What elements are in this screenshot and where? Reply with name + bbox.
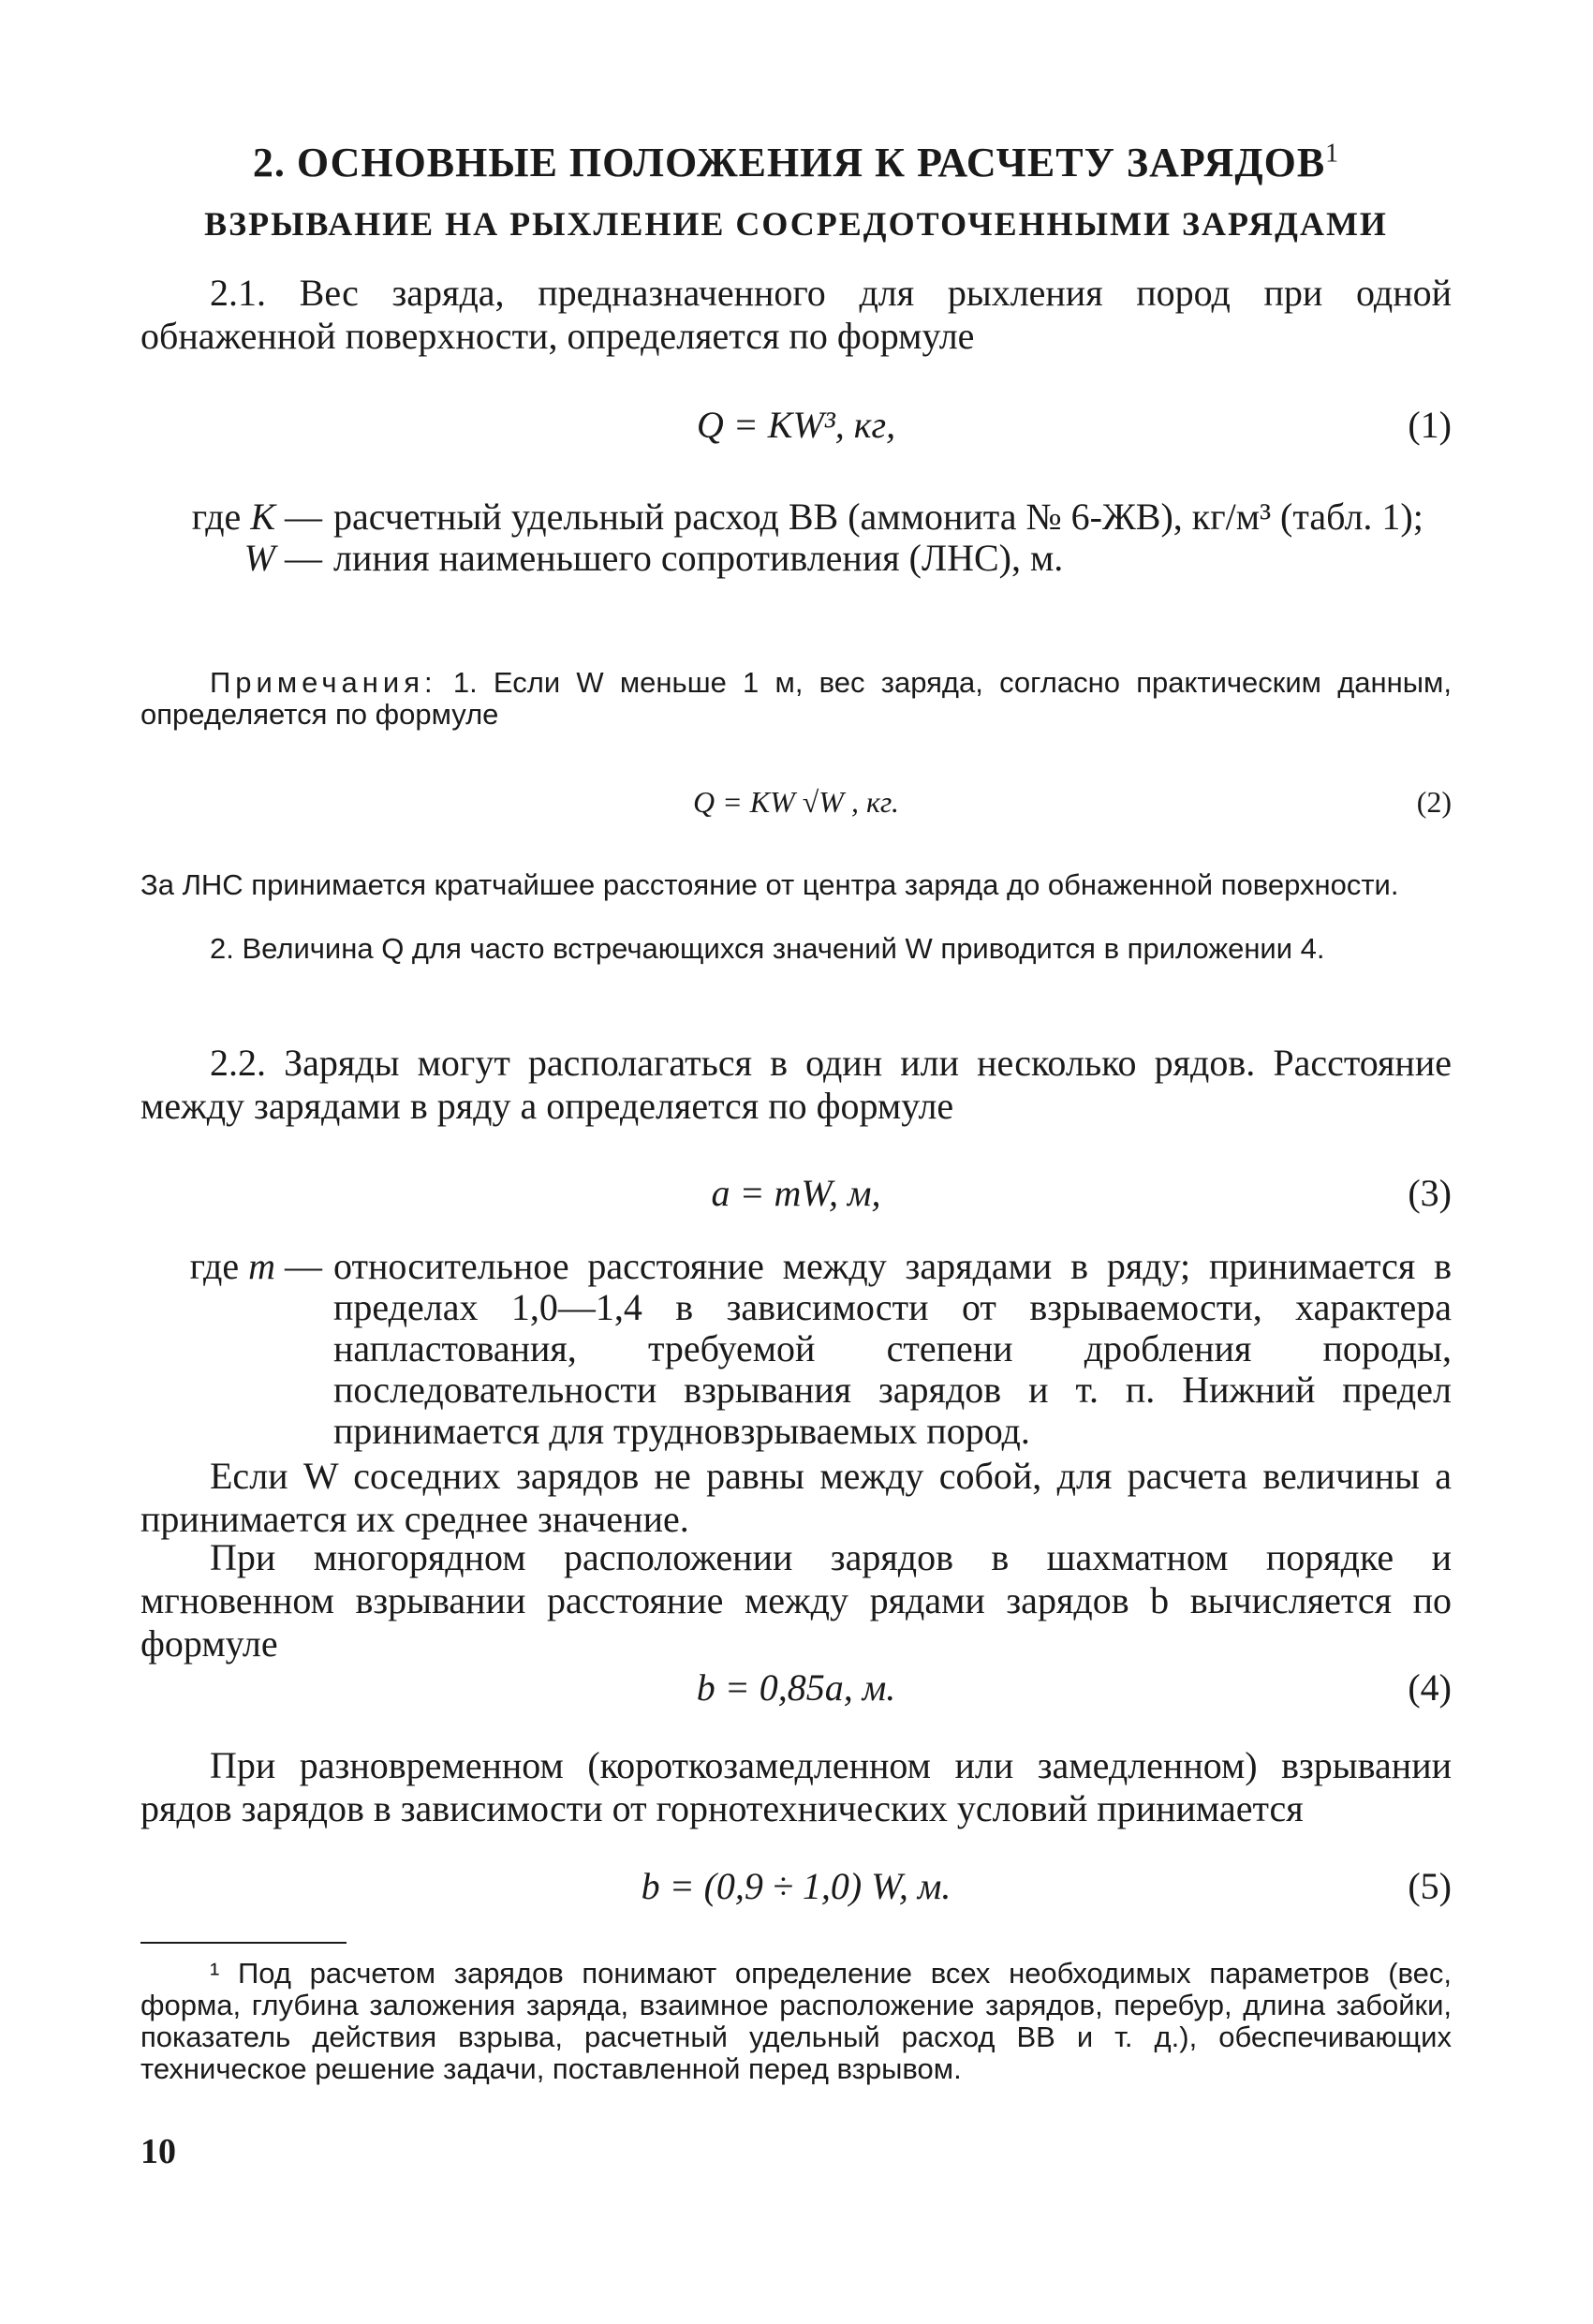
equation-1-number: (1) <box>1408 404 1452 446</box>
footnote: ¹ Под расчетом зарядов понимают определение всех необходимых параметров (вес, форма, глубина заложения заряда, взаимное расположение зарядов, перебур, длина забойки, показатель действия взрыва, расчетный удельный расход ВВ и т. д.), обеспечивающих техническое решение задачи, поставленной перед взрывом. <box>140 1957 1452 2085</box>
equation-4-number: (4) <box>1408 1666 1452 1709</box>
equation-4 <box>140 1665 1452 1712</box>
paragraph-2-1: 2.1. Вес заряда, предназначенного для рыхления пород при одной обнаженной поверхности, определяется по формуле <box>140 272 1452 357</box>
definition-lead: где m — <box>189 1245 322 1287</box>
note-2: 2. Величина Q для часто встречающихся значений W приводится в приложении 4. <box>210 932 1325 965</box>
definition-lead: где K — <box>191 496 322 538</box>
definition-text: расчетный удельный расход ВВ (аммонита № 6-ЖВ), кг/м³ (табл. 1); <box>333 496 1423 538</box>
equation-1-formula: Q = KW³, кг, <box>696 404 896 446</box>
equation-2 <box>140 785 1452 826</box>
note-1: Примечания: 1. Если W меньше 1 м, вес заряда, согласно практическим данным, определяется по формуле <box>140 666 1452 731</box>
section-title-text: 2. ОСНОВНЫЕ ПОЛОЖЕНИЯ К РАСЧЕТУ ЗАРЯДОВ <box>252 140 1326 185</box>
definition-k <box>140 496 1452 538</box>
page-number: 10 <box>140 2132 176 2171</box>
definition-lead: W — <box>243 537 322 579</box>
subsection-title: ВЗРЫВАНИЕ НА РЫХЛЕНИЕ СОСРЕДОТОЧЕННЫМИ ЗАРЯДАМИ <box>204 205 1388 243</box>
definition-text: относительное расстояние между зарядами в ряду; принимается в пределах 1,0—1,4 в зависимости от взрываемости, характера напластования, требуемой степени дробления породы, последовательности взрывания зарядов и т. п. Нижний предел принимается для трудновзрываемых пород. <box>333 1245 1452 1452</box>
paragraph-2-2: 2.2. Заряды могут располагаться в один или несколько рядов. Расстояние между зарядами в ряду a определяется по формуле <box>140 1042 1452 1127</box>
equation-2-number: (2) <box>1416 785 1452 819</box>
equation-3-number: (3) <box>1408 1172 1452 1214</box>
footnote-divider <box>140 1942 347 1944</box>
paragraph-average: Если W соседних зарядов не равны между собой, для расчета величины a принимается их среднее значение. <box>140 1455 1452 1540</box>
equation-3-formula: a = mW, м, <box>711 1172 881 1214</box>
footnote-mark: 1 <box>1325 139 1340 169</box>
definitions-1 <box>140 496 1452 579</box>
section-title <box>140 139 1452 186</box>
notes-block <box>140 667 1452 731</box>
equation-5 <box>140 1864 1452 1911</box>
notes-label: Примечания: <box>210 666 437 699</box>
note-1-continued: За ЛНС принимается кратчайшее расстояние от центра заряда до обнаженной поверхности. <box>140 868 1399 901</box>
definitions-2 <box>140 1246 1452 1452</box>
definition-m <box>140 1246 1452 1452</box>
equation-4-formula: b = 0,85a, м. <box>696 1666 896 1709</box>
paragraph-multirow: При многорядном расположении зарядов в шахматном порядке и мгновенном взрывании расстояние между рядами зарядов b вычисляется по формуле <box>140 1536 1452 1665</box>
definition-text: линия наименьшего сопротивления (ЛНС), м. <box>333 537 1064 579</box>
equation-5-number: (5) <box>1408 1865 1452 1907</box>
equation-3 <box>140 1171 1452 1218</box>
paragraph-delayed: При разновременном (короткозамедленном или замедленном) взрывании рядов зарядов в зависимости от горнотехнических условий принимается <box>140 1744 1452 1829</box>
definition-w <box>140 538 1452 579</box>
equation-2-formula: Q = KW √W , кг. <box>693 785 899 819</box>
equation-5-formula: b = (0,9 ÷ 1,0) W, м. <box>641 1865 951 1907</box>
equation-1 <box>140 403 1452 450</box>
